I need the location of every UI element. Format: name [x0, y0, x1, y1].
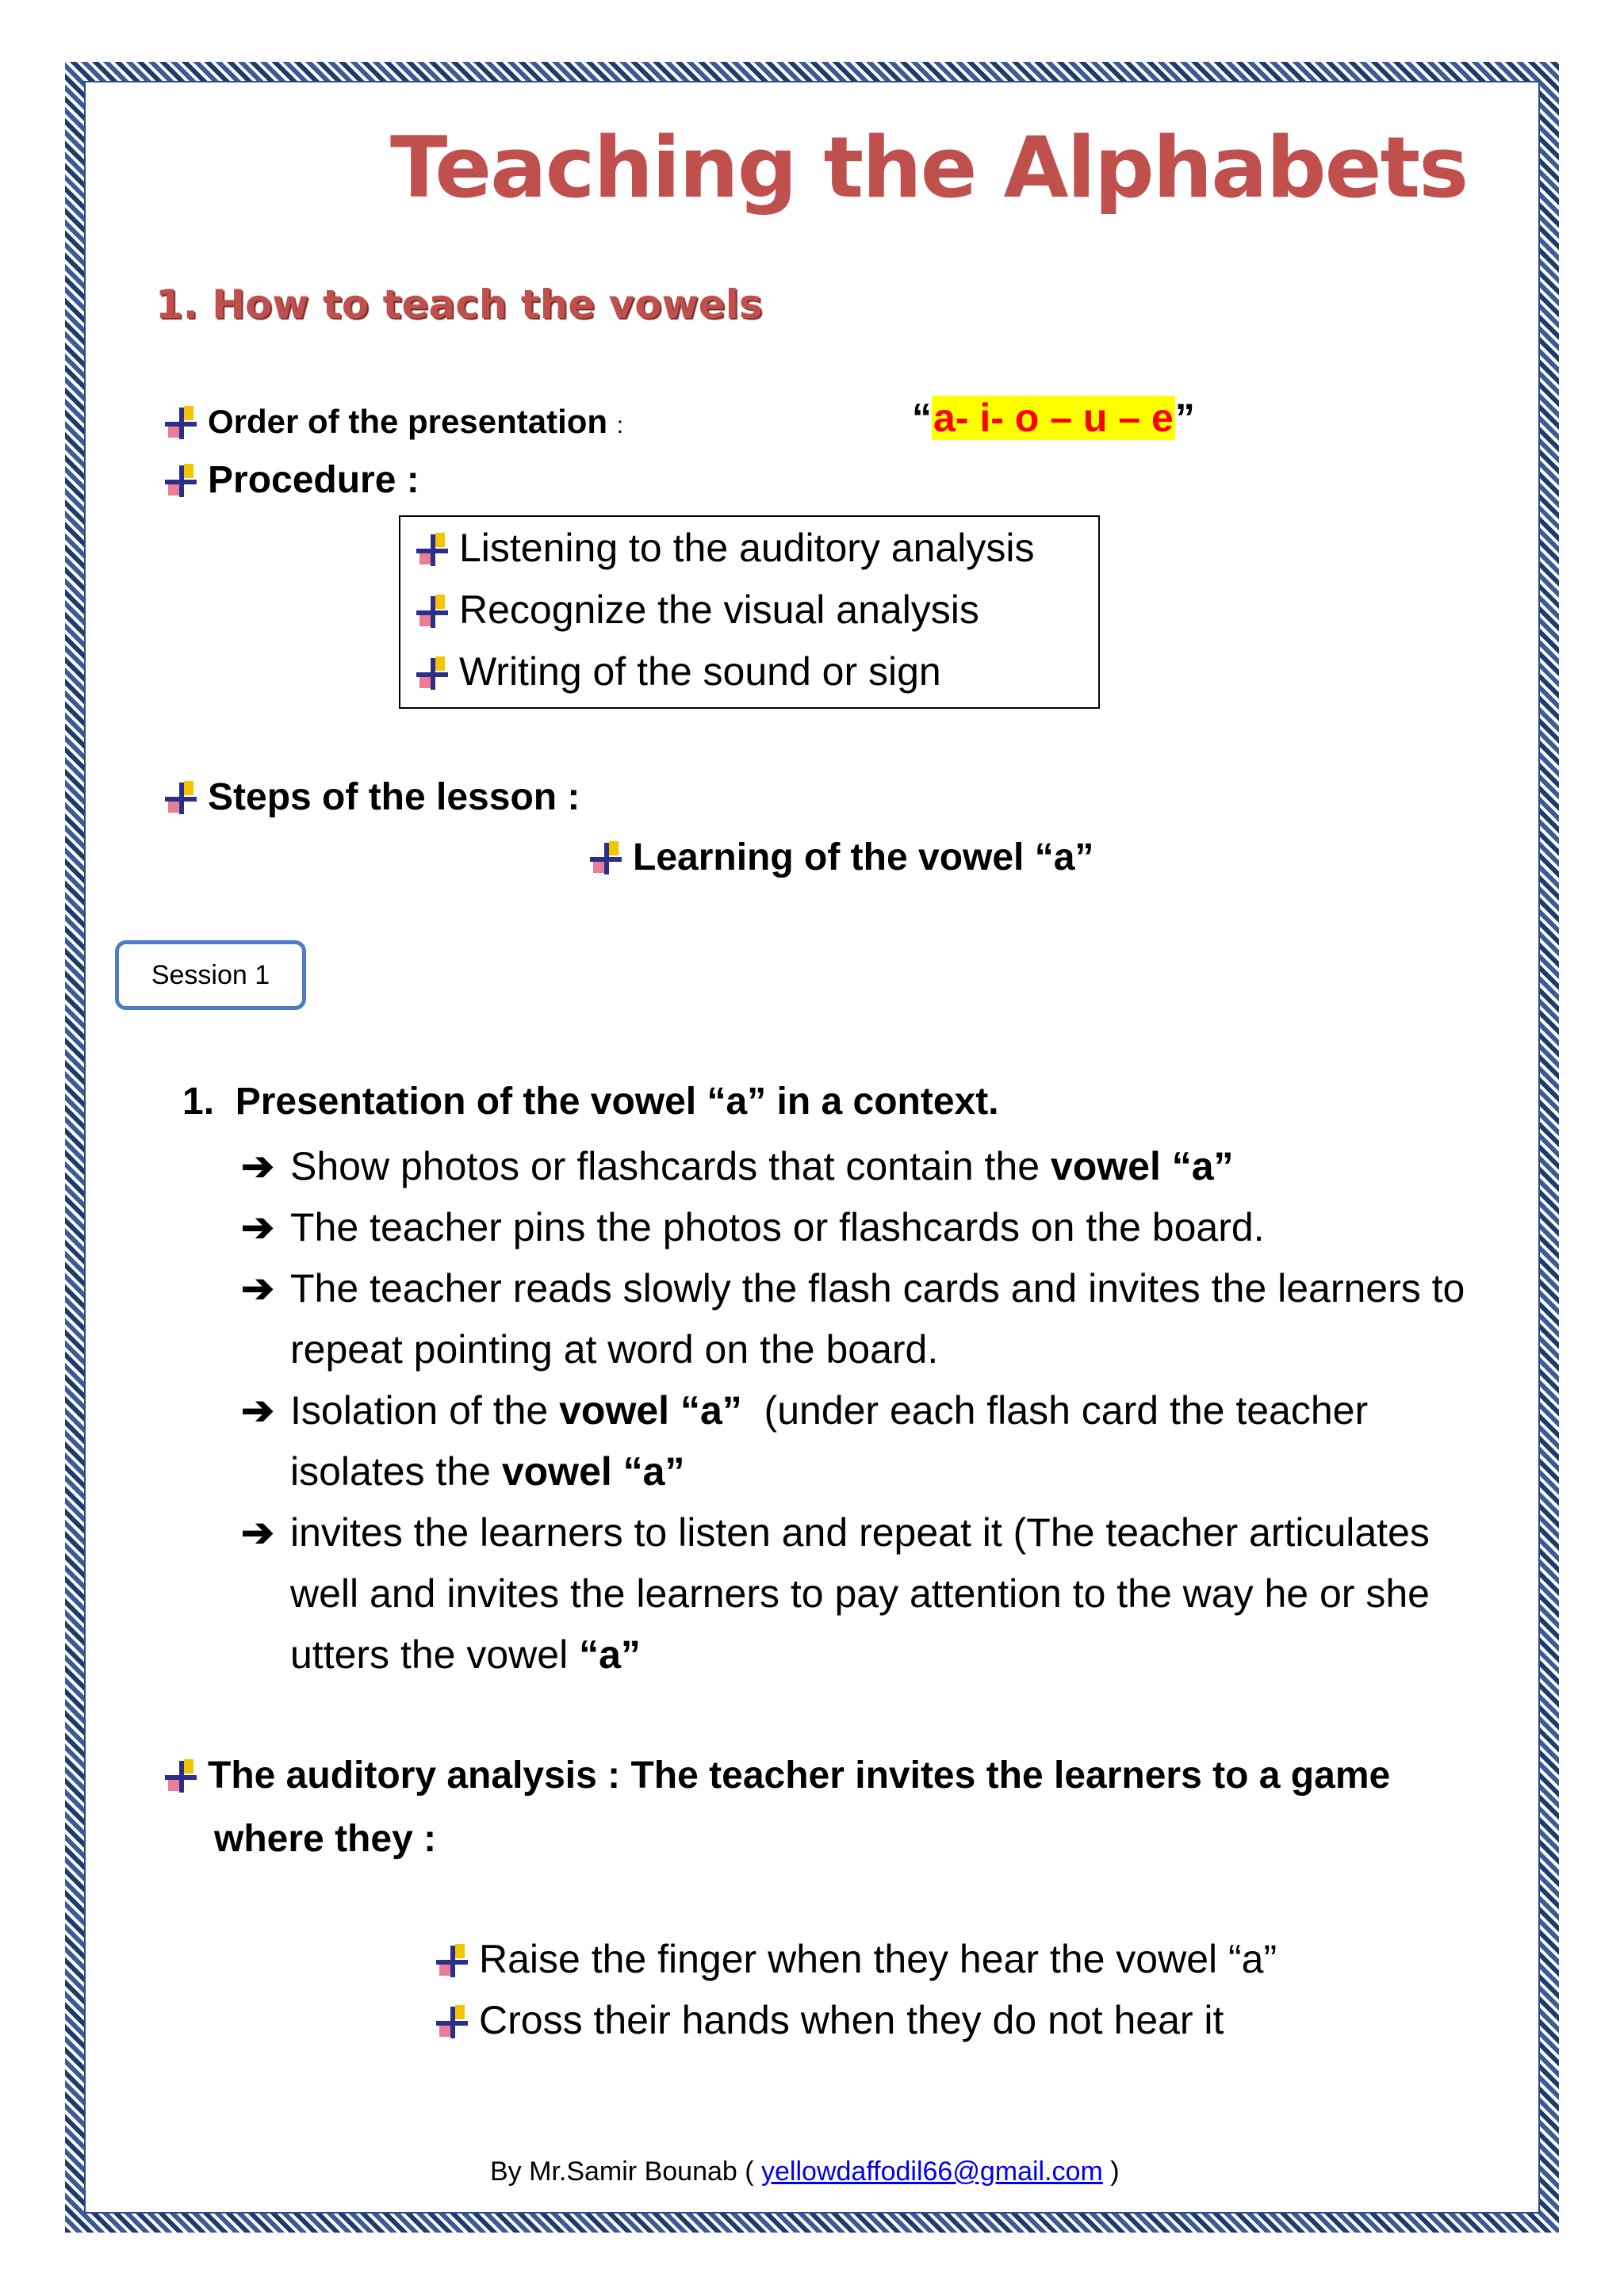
cross-bullet-icon: [435, 2005, 471, 2042]
list-item-text: (under each flash card the teacher: [741, 1388, 1369, 1433]
arrow-right-icon: ➔: [241, 1144, 274, 1188]
procedure-label: Procedure :: [208, 459, 419, 501]
learning-row: [588, 836, 1094, 879]
auditory-item-text: Raise the finger when they hear the vowel “a”: [479, 1937, 1277, 1981]
list-item: [241, 1265, 1465, 1311]
list-item-bold: vowel “a”: [559, 1388, 742, 1433]
footer-suffix: ): [1102, 2156, 1120, 2187]
footer-author: By Mr.Samir Bounab (: [490, 2156, 762, 2187]
cross-bullet-icon: [163, 464, 200, 500]
procedure-item: [415, 649, 941, 695]
procedure-item: [415, 525, 1034, 571]
auditory-item: [435, 1997, 1224, 2043]
list-item-text: The teacher reads slowly the flash cards and invites the learners to: [290, 1266, 1465, 1311]
list-item-continuation: well and invites the learners to pay attention to the way he or she: [290, 1571, 1430, 1616]
footer-email-link[interactable]: yellowdaffodil66@gmail.com: [761, 2156, 1103, 2187]
order-label: Order of the presentation: [208, 403, 608, 440]
list-item: [241, 1204, 1265, 1250]
footer: [490, 2156, 1120, 2187]
procedure-item-text: Writing of the sound or sign: [459, 649, 941, 694]
steps-label: Steps of the lesson :: [208, 776, 580, 818]
auditory-row: [163, 1754, 1390, 1797]
cross-bullet-icon: [415, 595, 451, 631]
steps-row: [163, 775, 580, 819]
list-item-text: utters the vowel: [290, 1632, 580, 1677]
list-item-continuation: [290, 1448, 684, 1494]
arrow-right-icon: ➔: [241, 1266, 274, 1311]
cross-bullet-icon: [435, 1944, 471, 1980]
arrow-right-icon: ➔: [241, 1510, 274, 1555]
list-item-text: The teacher pins the photos or flashcards on the board.: [290, 1205, 1265, 1249]
section-heading: 1. How to teach the vowels: [155, 281, 763, 327]
presentation-heading: [182, 1080, 999, 1123]
list-item-text: Isolation of the: [290, 1388, 560, 1433]
list-item-bold: vowel “a”: [1050, 1144, 1234, 1188]
list-item: [241, 1143, 1234, 1189]
list-item-text: Show photos or flashcards that contain the: [290, 1144, 1051, 1188]
list-item-continuation: repeat pointing at word on the board.: [290, 1327, 939, 1372]
list-item-text: invites the learners to listen and repeat it (The teacher articulates: [290, 1510, 1430, 1555]
list-item: [241, 1387, 1368, 1433]
procedure-item-text: Listening to the auditory analysis: [459, 526, 1035, 570]
cross-bullet-icon: [163, 781, 200, 817]
list-item-continuation: [290, 1632, 641, 1678]
list-item: [241, 1510, 1430, 1556]
learning-label: Learning of the vowel “a”: [633, 836, 1094, 878]
session-badge: Session 1: [115, 940, 306, 1010]
auditory-item-text: Cross their hands when they do not hear it: [479, 1998, 1224, 2042]
cross-bullet-icon: [415, 656, 451, 693]
list-item-text: isolates the: [290, 1449, 502, 1494]
vowel-order: [912, 395, 1195, 441]
page-title: Teaching the Alphabets: [390, 119, 1468, 216]
presentation-heading-text: Presentation of the vowel “a” in a context.: [235, 1081, 999, 1123]
arrow-right-icon: ➔: [241, 1388, 274, 1433]
auditory-line2: where they :: [214, 1818, 437, 1860]
order-row: [163, 403, 623, 442]
procedure-box: [399, 515, 1100, 709]
arrow-right-icon: ➔: [241, 1205, 274, 1249]
cross-bullet-icon: [588, 841, 625, 878]
quote-close: ”: [1174, 396, 1195, 440]
vowel-order-highlight: a- i- o – u – e: [933, 396, 1174, 440]
cross-bullet-icon: [415, 533, 451, 569]
procedure-row: [163, 458, 419, 502]
cross-bullet-icon: [163, 1759, 200, 1796]
cross-bullet-icon: [163, 406, 200, 442]
list-number: 1.: [182, 1081, 215, 1123]
auditory-item: [435, 1936, 1277, 1982]
list-item-bold: “a”: [579, 1632, 641, 1677]
procedure-item: [415, 587, 979, 633]
list-item-bold: vowel “a”: [501, 1449, 685, 1494]
auditory-line1: The auditory analysis : The teacher invites the learners to a game: [208, 1755, 1391, 1797]
quote-open: “: [912, 396, 932, 440]
procedure-item-text: Recognize the visual analysis: [459, 587, 979, 632]
order-colon: :: [616, 412, 624, 438]
